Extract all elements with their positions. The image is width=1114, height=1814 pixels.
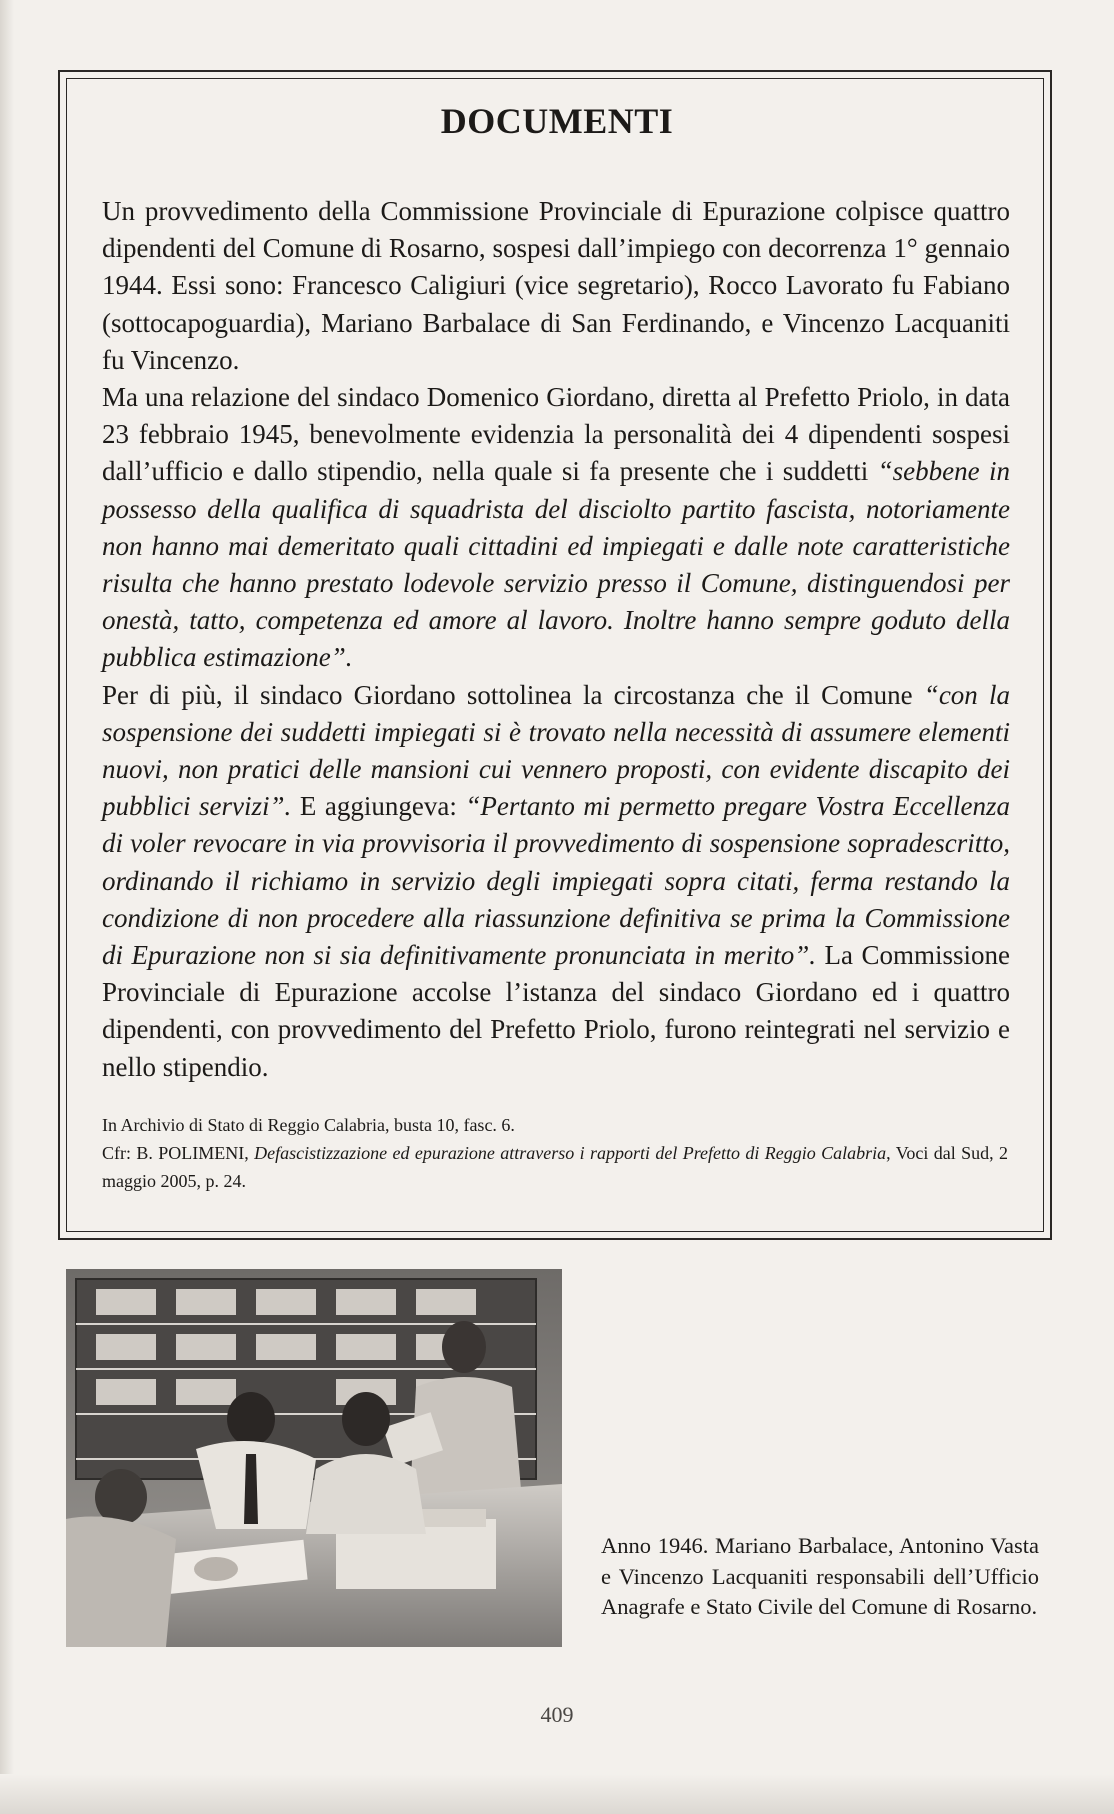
page-bottom-shadow [0, 1774, 1114, 1814]
office-photo [66, 1269, 562, 1647]
references [102, 1111, 1008, 1195]
reinstatement-text-end: La Commissione Provinciale di Epurazione accolse l’istanza del sindaco Giordano ed i quattro dipendenti, con provvedimento del Prefetto Priolo, furono reintegrati nel servizio e nello stipendio. [102, 940, 1010, 1082]
reference-archive: In Archivio di Stato di Reggio Calabria, busta 10, fasc. 6. [102, 1115, 515, 1135]
cfr-title: Defascistizzazione ed epurazione attraverso i rapporti del Prefetto di Reggio Calabria [254, 1143, 887, 1163]
cfr-suffix: , Voci dal Sud, 2 maggio 2005, p. 24. [102, 1143, 1008, 1191]
reference-cfr [102, 1139, 1008, 1195]
page-edge-shadow [0, 0, 14, 1814]
mayor-report-text: Ma una relazione del sindaco Domenico Giordano, diretta al Prefetto Priolo, in data 23 febbraio 1945, benevolmente evidenzia la personalità dei 4 dipendenti sospesi dall’ufficio e dallo stipendio, nella quale si fa presente che i suddetti [102, 382, 1010, 487]
cfr-prefix: Cfr: B. POLIMENI, [102, 1143, 255, 1163]
paragraph-reinstatement [102, 677, 1010, 1086]
page-title: DOCUMENTI [440, 101, 674, 141]
reinstatement-quote-2: “Pertanto mi permetto pregare Vostra Eccellenza di voler revocare in via provvisoria il provvedimento di sospensione sopradescritto, ordinando il richiamo in servizio degli impiegati sopra citati, ferma restando la condizione di non procedere alla riassunzione definitiva se prima la Commissione di Epurazione non si sia definitivamente pronunciata in merito”. [102, 791, 1010, 971]
photo-caption: Anno 1946. Mariano Barbalace, Antonino Vasta e Vincenzo Lacquaniti responsabili dell’Ufficio Anagrafe e Stato Civile del Comune di Rosarno. [601, 1533, 1039, 1619]
paragraph-mayor-report [102, 379, 1010, 677]
reinstatement-text-middle: E aggiungeva: [291, 791, 466, 822]
reinstatement-text-start: Per di più, il sindaco Giordano sottolinea la circostanza che il Comune [102, 679, 924, 710]
page-number: 409 [540, 1702, 574, 1727]
reinstatement-quote-1: “con la sospensione dei suddetti impiegati si è trovato nella necessità di assumere elementi nuovi, non pratici delle mansioni cui vennero proposti, con evidente discapito dei pubblici servizi”. [102, 679, 1010, 822]
paragraph-suspension: Un provvedimento della Commissione Provinciale di Epurazione colpisce quattro dipendenti del Comune di Rosarno, sospesi dall’impiego con decorrenza 1° gennaio 1944. Essi sono: Francesco Caligiuri (vice segretario), Rocco Lavorato fu Fabiano (sottocapoguardia), Mariano Barbalace di San Ferdinando, e Vincenzo Lacquaniti fu Vincenzo. [102, 196, 1010, 375]
office-photo-illustration [66, 1269, 562, 1647]
mayor-report-quote: “sebbene in possesso della qualifica di squadrista del disciolto partito fascista, notoriamente non hanno mai demeritato quali cittadini ed impiegati e dalle note caratteristiche risulta che hanno prestato lodevole servizio presso il Comune, distinguendosi per onestà, tatto, competenza ed amore al lavoro. Inoltre hanno sempre goduto della pubblica estimazione”. [102, 456, 1010, 673]
document-body [102, 193, 1010, 1086]
